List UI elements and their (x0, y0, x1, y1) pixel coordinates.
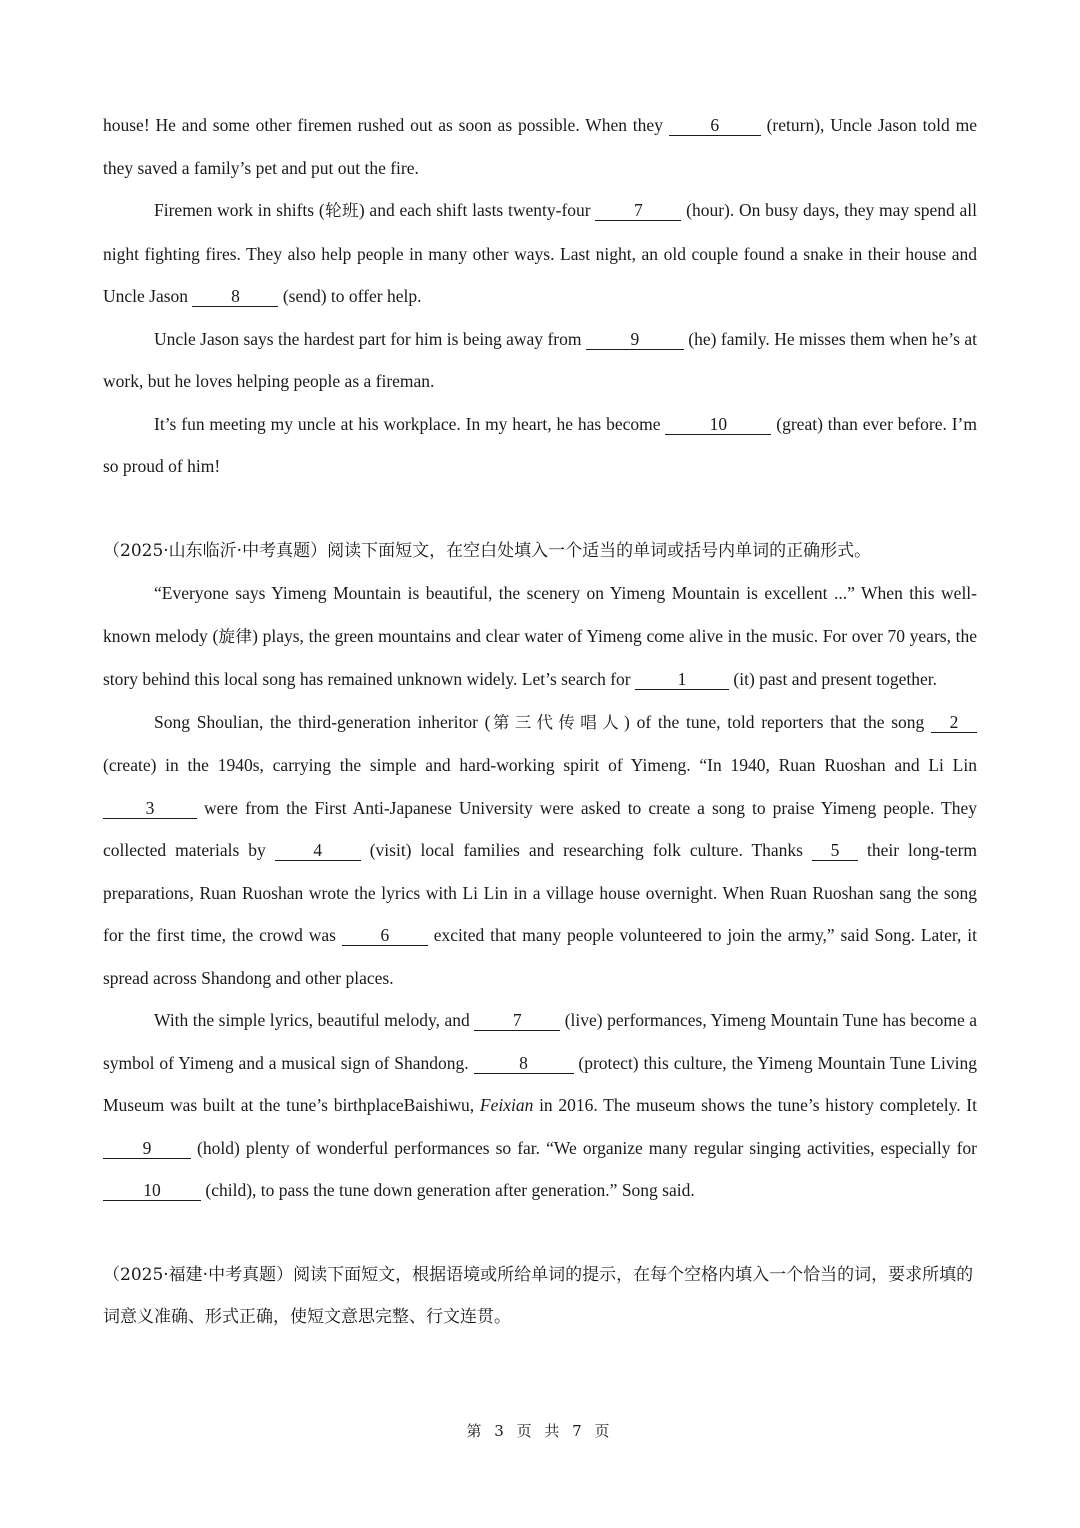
text-run: ) and each shift lasts twenty-four (358, 200, 596, 220)
text-run: (create) in the 1940s, carrying the simple and hard-working spirit of Yimeng. “In 1940, Ruan Ruoshan and Li Lin (103, 755, 977, 775)
passage1-paragraph-2 (103, 189, 977, 318)
page-footer: 第 3 页 共 7 页 (466, 1422, 614, 1440)
text-run: (hold) plenty of wonderful performances so far. “We organize many regular singing activities, especially for (191, 1137, 977, 1158)
text-run: excited that many people volunteered to join the army,” said Song. Later, it spread across Shandong and other places. (103, 925, 978, 988)
section2-paragraph-3 (103, 999, 977, 1212)
blank-5[interactable]: 5 (812, 840, 858, 861)
document-page (103, 104, 977, 1339)
text-run: (child), to pass the tune down generation after generation.” Song said. (201, 1180, 695, 1200)
text-run: (live) performances, Yimeng Mountain Tune has become a symbol of Yimeng and a musical sign of Shandong. (103, 1010, 977, 1073)
passage1-paragraph-4 (103, 403, 977, 488)
blank-3[interactable]: 3 (103, 798, 197, 819)
text-run: With the simple lyrics, beautiful melody, and (154, 1010, 475, 1030)
text-run: (visit) local families and researching folk culture. Thanks (360, 840, 812, 860)
blank-2[interactable]: 2 (931, 712, 977, 733)
blank-9-s2[interactable]: 9 (103, 1138, 191, 1159)
section2-prompt: （2025·山东临沂·中考真题）阅读下面短文，在空白处填入一个适当的单词或括号内单词的正确形式。 (103, 540, 872, 561)
text-run: house! He and some other firemen rushed out as soon as possible. When they (103, 115, 669, 135)
text-run: “Everyone says Yimeng Mountain is beautiful, the scenery on Yimeng Mountain is excellent ...” When this well-known melody ( (103, 583, 977, 646)
blank-6-s2[interactable]: 6 (342, 925, 428, 946)
text-run: (he) family. He misses them when he’s at work, but he loves helping people as a fireman. (103, 328, 977, 391)
blank-8[interactable]: 8 (192, 286, 278, 307)
text-run: Song Shoulian, the third-generation inheritor ( (154, 711, 491, 732)
text-run: (protect) this culture, the Yimeng Mountain Tune Living Museum was built at the tune’s birthplaceBaishiwu, (103, 1052, 978, 1115)
chinese-gloss: 旋律 (218, 626, 253, 646)
blank-4[interactable]: 4 (275, 840, 361, 861)
section2-paragraph-2 (103, 701, 977, 1000)
blank-1[interactable]: 1 (635, 669, 729, 690)
chinese-gloss: 第三代传唱人 (490, 712, 624, 732)
text-run: Firemen work in shifts ( (154, 200, 325, 220)
section2-paragraph-1 (103, 572, 977, 701)
text-run: ) of the tune, told reporters that the song (624, 711, 932, 732)
section3-prompt: （2025·福建·中考真题）阅读下面短文，根据语境或所给单词的提示，在每个空格内填入一个恰当的词，要求所填的词意义准确、形式正确，使短文意思完整、行文连贯。 (103, 1264, 974, 1327)
blank-10-s2[interactable]: 10 (103, 1180, 201, 1201)
text-run: It’s fun meeting my uncle at his workplace. In my heart, he has become (154, 413, 666, 434)
blank-6[interactable]: 6 (669, 115, 761, 136)
passage1-paragraph-3 (103, 318, 977, 403)
place-name-italic: Feixian (479, 1095, 534, 1115)
text-run: (it) past and present together. (729, 669, 938, 689)
text-run: (great) than ever before. I’m so proud of him! (103, 413, 977, 476)
passage1-paragraph-1 (103, 104, 977, 189)
blank-7[interactable]: 7 (595, 200, 681, 221)
text-run: Uncle Jason says the hardest part for him is being away from (154, 328, 586, 349)
blank-8-s2[interactable]: 8 (474, 1053, 574, 1074)
text-run: (hour). On busy days, they may spend all night fighting fires. They also help people in many other ways. Last night, an old couple found a snake in their house and Uncle Jason (103, 200, 978, 306)
text-run: in 2016. The museum shows the tune’s history completely. It (533, 1095, 977, 1115)
text-run: were from the First Anti-Japanese University were asked to create a song to praise Yimeng people. They collected materials by (103, 797, 977, 860)
text-run: their long-term preparations, Ruan Ruoshan wrote the lyrics with Li Lin in a village house overnight. When Ruan Ruoshan sang the song for the first time, the crowd was (103, 840, 978, 945)
text-run: (return), Uncle Jason told me they saved a family’s pet and put out the fire. (103, 115, 978, 178)
text-run: ) plays, the green mountains and clear water of Yimeng come alive in the music. For over 70 years, the story behind this local song has remained unknown widely. Let’s search for (103, 625, 977, 689)
chinese-gloss: 轮班 (324, 201, 359, 220)
blank-7-s2[interactable]: 7 (474, 1010, 560, 1031)
blank-10[interactable]: 10 (665, 414, 771, 435)
text-run: (send) to offer help. (278, 286, 422, 306)
blank-9[interactable]: 9 (586, 329, 684, 350)
